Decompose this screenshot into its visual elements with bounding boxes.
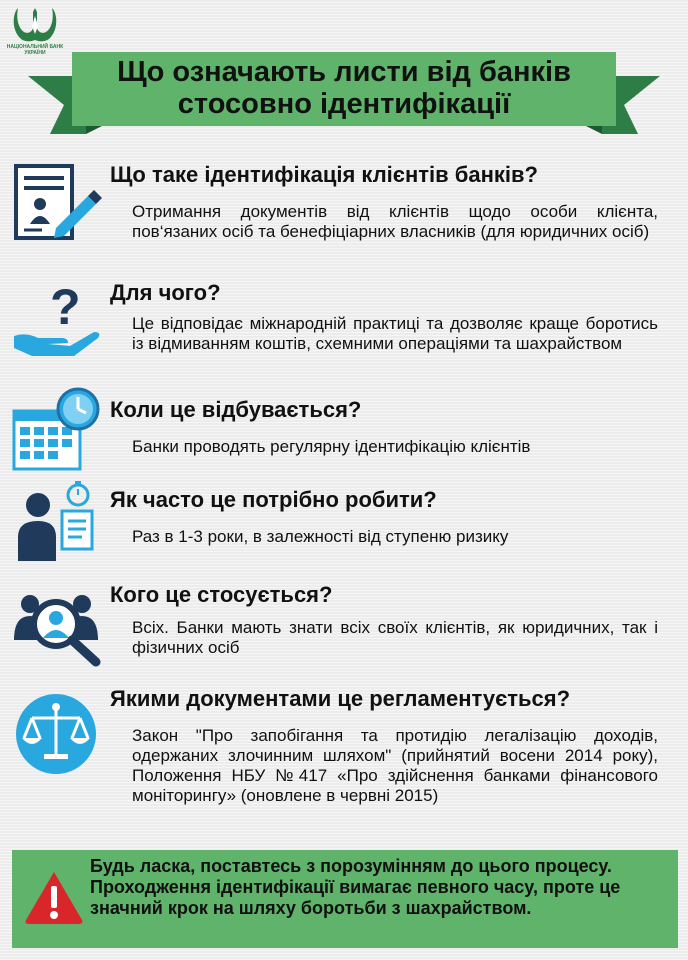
nbu-trident-logo-icon <box>10 4 60 44</box>
people-magnifier-icon <box>12 584 104 668</box>
document-id-icon <box>12 162 104 246</box>
section-body: Закон "Про запобігання та протидію легалізацію доходів, одержаних злочинним шляхом" (прийнятий восени 2014 року), Положення НБУ №417 «Про здійснення банками фінансового моніторингу» (оновлене в червні 2015) <box>132 726 658 805</box>
page-title: Що означають листи від банків стосовно ідентифікації <box>117 56 571 120</box>
title-banner <box>28 48 660 134</box>
warning-triangle-icon <box>24 870 84 924</box>
logo-text: НАЦІОНАЛЬНИЙ БАНК УКРАЇНИ <box>6 44 64 56</box>
section-heading: Що таке ідентифікація клієнтів банків? <box>110 162 538 187</box>
warning-text: Будь ласка, поставтесь з порозумінням до цього процесу. Проходження ідентифікації вимагає певного часу, проте це значний крок на шляху боротьби з шахрайством. <box>90 856 621 918</box>
warning-box <box>12 850 678 948</box>
person-stopwatch-icon <box>12 481 104 565</box>
section-heading: Кого це стосується? <box>110 582 333 607</box>
section-body: Це відповідає міжнародній практиці та дозволяє краще боротись із відмиванням коштів, схемними операціями та шахрайством <box>132 314 658 353</box>
section-heading: Для чого? <box>110 280 221 305</box>
section-body: Раз в 1-3 роки, в залежності від ступеню ризику <box>132 527 509 546</box>
svg-text:?: ? <box>50 279 81 335</box>
scales-icon <box>12 692 104 776</box>
section-body: Банки проводять регулярну ідентифікацію клієнтів <box>132 437 531 456</box>
section-heading: Як часто це потрібно робити? <box>110 487 437 512</box>
question-hand-icon <box>12 276 104 360</box>
section-body: Всіх. Банки мають знати всіх своїх клієнтів, як юридичних, так і фізичних осіб <box>132 618 658 657</box>
section-heading: Якими документами це регламентується? <box>110 686 571 711</box>
section-body: Отримання документів від клієнтів щодо особи клієнта, пов‘язаних осіб та бенефіціарних власників (для юридичних осіб) <box>132 202 658 241</box>
section-heading: Коли це відбувається? <box>110 397 362 422</box>
calendar-clock-icon <box>12 387 104 471</box>
